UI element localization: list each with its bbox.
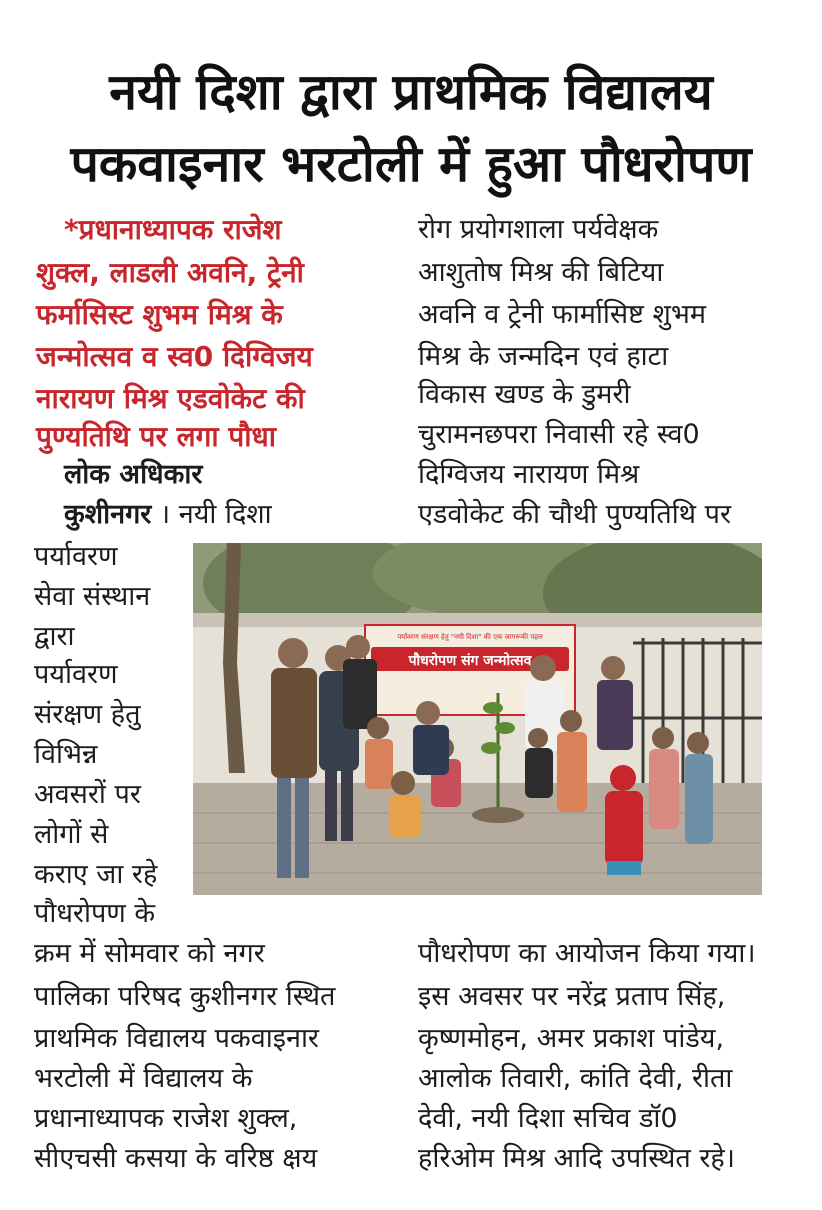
- event-photo-illustration: [193, 543, 762, 895]
- body-line: मिश्र के जन्मदिन एवं हाटा: [418, 341, 669, 372]
- body-line: पौधरोपण के: [34, 898, 156, 929]
- body-line: हरिओम मिश्र आदि उपस्थित रहे।: [418, 1143, 735, 1174]
- subheadline-line: शुक्ल, लाडली अवनि, ट्रेनी: [36, 256, 304, 289]
- body-line: सीएचसी कसया के वरिष्ठ क्षय: [34, 1143, 318, 1174]
- body-line: एडवोकेट की चौथी पुण्यतिथि पर: [418, 499, 731, 530]
- dateline-rest: । नयी दिशा: [151, 499, 272, 530]
- body-line: संरक्षण हेतु: [34, 699, 141, 730]
- banner-top-text: पर्यावरण संरक्षण हेतु "नयी दिशा" की एक जागरूकी पहल: [397, 633, 543, 641]
- body-line: अवनि व ट्रेनी फार्मासिष्ट शुभम: [418, 299, 706, 330]
- body-line: कृष्णमोहन, अमर प्रकाश पांडेय,: [418, 1023, 725, 1054]
- headline-line-2: पकवाइनार भरटोली में हुआ पौधरोपण: [70, 135, 752, 193]
- body-line: आलोक तिवारी, कांति देवी, रीता: [418, 1063, 733, 1094]
- body-line: पालिका परिषद कुशीनगर स्थित: [34, 981, 336, 1012]
- body-line: सेवा संस्थान: [34, 581, 151, 612]
- body-line: पर्यावरण: [34, 659, 118, 690]
- body-line: रोग प्रयोगशाला पर्यवेक्षक: [418, 214, 659, 245]
- dateline-place: कुशीनगर: [64, 499, 152, 530]
- body-line: कराए जा रहे: [34, 859, 158, 890]
- body-line: पौधरोपण का आयोजन किया गया।: [418, 938, 756, 969]
- dateline-source: लोक अधिकार: [64, 459, 203, 490]
- headline-line-1: नयी दिशा द्वारा प्राथमिक विद्यालय: [109, 63, 713, 121]
- body-line: पर्यावरण: [34, 541, 118, 572]
- subheadline-line: *प्रधानाध्यापक राजेश: [64, 213, 282, 246]
- body-line: चुरामनछपरा निवासी रहे स्व0: [418, 419, 700, 450]
- subheadline-line: फर्मासिस्ट शुभम मिश्र के: [36, 298, 283, 331]
- body-line: देवी, नयी दिशा सचिव डॉ0: [418, 1103, 678, 1134]
- subheadline-line: पुण्यतिथि पर लगा पौधा: [36, 420, 277, 453]
- body-line: भरटोली में विद्यालय के: [34, 1063, 253, 1094]
- body-line: आशुतोष मिश्र की बिटिया: [418, 257, 664, 288]
- body-line: विभिन्न: [34, 739, 98, 770]
- banner-title-text: पौधरोपण संग जन्मोत्सव: [408, 653, 532, 669]
- body-line: लोगों से: [34, 819, 109, 850]
- event-photo: [193, 543, 762, 895]
- body-line: दिग्विजय नारायण मिश्र: [418, 459, 640, 490]
- body-line: प्राथमिक विद्यालय पकवाइनार: [34, 1023, 319, 1054]
- body-line: क्रम में सोमवार को नगर: [34, 938, 265, 969]
- body-line: द्वारा: [34, 621, 75, 652]
- body-line: विकास खण्ड के डुमरी: [418, 379, 631, 410]
- body-line: प्रधानाध्यापक राजेश शुक्ल,: [34, 1103, 298, 1134]
- subheadline-line: जन्मोत्सव व स्व0 दिग्विजय: [36, 340, 313, 373]
- dateline: [64, 498, 272, 532]
- body-line: अवसरों पर: [34, 779, 141, 810]
- subheadline-line: नारायण मिश्र एडवोकेट की: [36, 382, 305, 415]
- body-line: इस अवसर पर नरेंद्र प्रताप सिंह,: [418, 981, 726, 1012]
